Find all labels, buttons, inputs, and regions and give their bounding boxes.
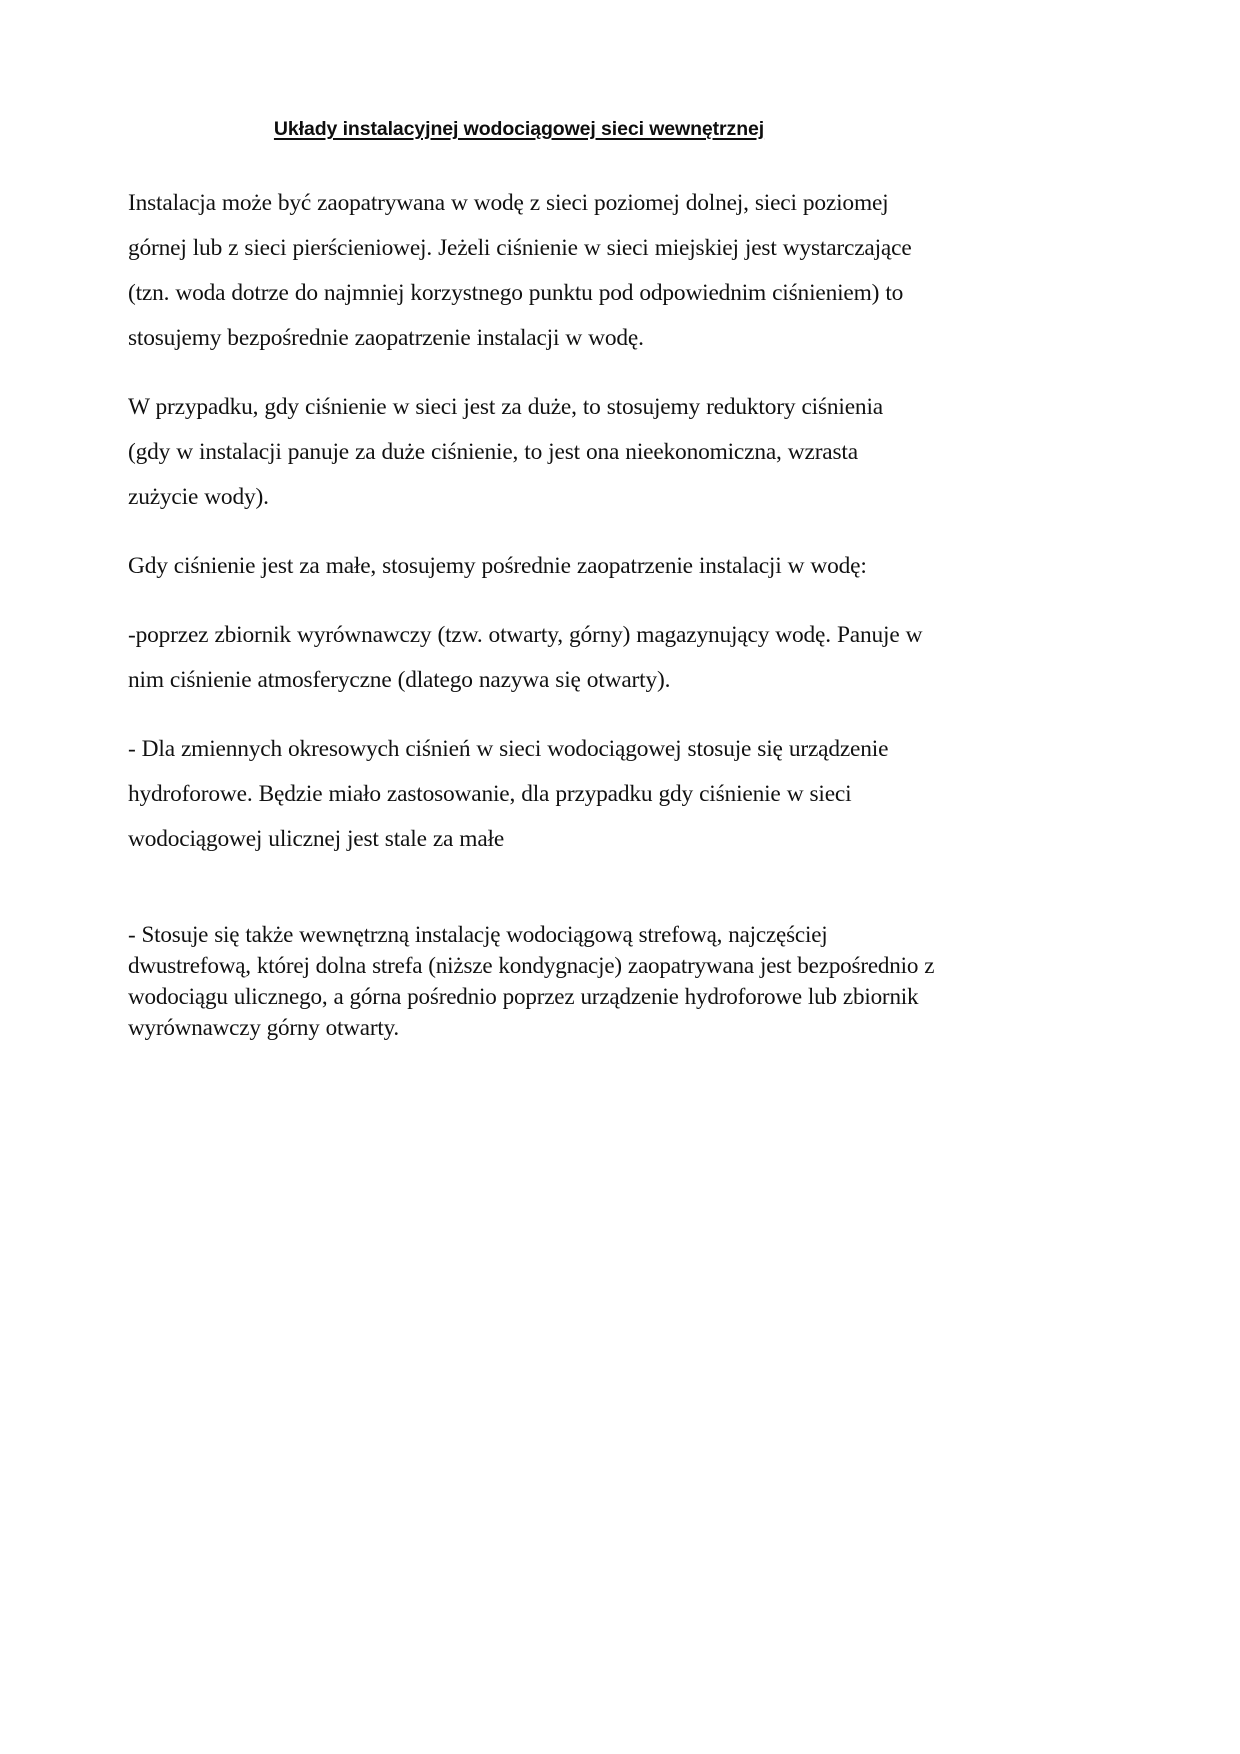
paragraph-6: - Stosuje się także wewnętrzną instalację wodociągową strefową, najczęściej dwustrefową, której dolna strefa (niższe kondygnacje) zaopatrywana jest bezpośrednio z wodociągu ulicznego, a górna pośrednio poprzez urządzenie hydroforowe lub zbiornik wyrównawczy górny otwarty. [128,921,935,1041]
paragraph-3: Gdy ciśnienie jest za małe, stosujemy pośrednie zaopatrzenie instalacji w wodę: [128,553,867,580]
paragraph-2: W przypadku, gdy ciśnienie w sieci jest za duże, to stosujemy reduktory ciśnienia (gdy w instalacji panuje za duże ciśnienie, to jest ona nieekonomiczna, wzrasta zużycie wody). [128,394,883,511]
paragraph-4: -poprzez zbiornik wyrównawczy (tzw. otwarty, górny) magazynujący wodę. Panuje w nim ciśnienie atmosferyczne (dlatego nazywa się otwarty). [128,622,923,694]
paragraph-5: - Dla zmiennych okresowych ciśnień w sieci wodociągowej stosuje się urządzenie hydroforowe. Będzie miało zastosowanie, dla przypadku gdy ciśnienie w sieci wodociągowej ulicznej jest stale za małe [128,736,889,853]
paragraph-1: Instalacja może być zaopatrywana w wodę z sieci poziomej dolnej, sieci poziomej górnej lub z sieci pierścieniowej. Jeżeli ciśnienie w sieci miejskiej jest wystarczające (tzn. woda dotrze do najmniej korzystnego punktu pod odpowiednim ciśnieniem) to stosujemy bezpośrednie zaopatrzenie instalacji w wodę. [128,190,912,352]
document-body [128,118,935,1043]
page-title: Układy instalacyjnej wodociągowej sieci wewnętrznej [273,118,765,140]
